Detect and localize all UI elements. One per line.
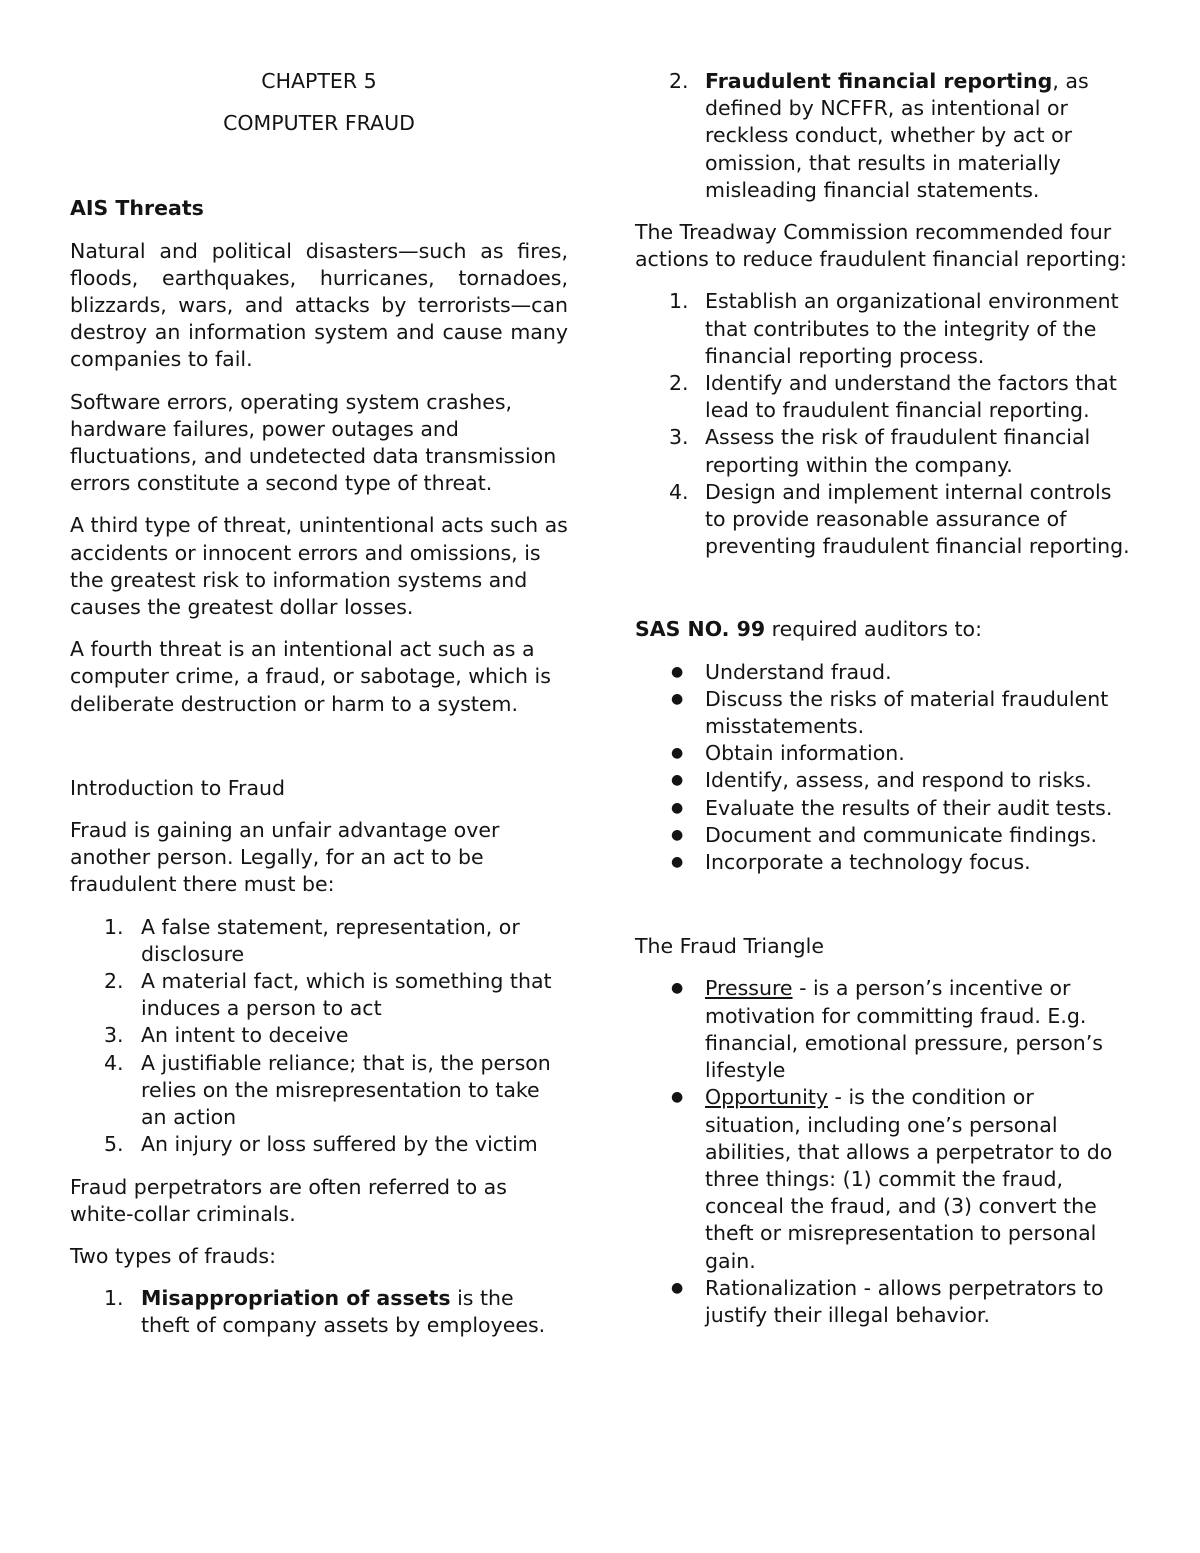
list-item <box>635 849 1135 876</box>
list-number: 1. <box>669 289 689 314</box>
list-number: 3. <box>669 425 689 450</box>
intro-fraud-heading: Introduction to Fraud <box>70 775 286 800</box>
ais-paragraph-3: A third type of threat, unintentional acts such as accidents or innocent errors and omissions, is the greatest risk to information systems and causes the greatest dollar losses. <box>70 513 568 620</box>
list-item-text: Obtain information. <box>705 741 905 766</box>
list-item-text: Incorporate a technology focus. <box>705 850 1031 875</box>
opportunity-term: Opportunity <box>705 1085 829 1110</box>
fraud-triangle-list <box>635 975 1135 1329</box>
list-item-text: Establish an organizational environment that contributes to the integrity of the financial reporting process. <box>705 289 1119 368</box>
pressure-term: Pressure <box>705 976 793 1001</box>
list-item-text: Identify, assess, and respond to risks. <box>705 768 1092 793</box>
list-item-text: Understand fraud. <box>705 659 892 684</box>
treadway-intro: The Treadway Commission recommended four actions to reduce fraudulent financial reporting: <box>635 220 1127 272</box>
misappropriation-term: Misappropriation of assets <box>141 1286 451 1311</box>
list-number: 2. <box>669 69 689 93</box>
fraud-definition: Fraud is gaining an unfair advantage over another person. Legally, for an act to be fraudulent there must be: <box>70 818 500 897</box>
right-column <box>635 0 1135 1329</box>
sas-99-text: required auditors to: <box>765 617 983 642</box>
ais-paragraph-2: Software errors, operating system crashes, hardware failures, power outages and fluctuations, and undetected data transmission errors constitute a second type of threat. <box>70 389 557 496</box>
list-number: 3. <box>104 1023 124 1048</box>
bullet-icon: ● <box>671 799 684 816</box>
list-item <box>70 1022 568 1049</box>
list-item <box>635 686 1135 740</box>
list-item-text: Evaluate the results of their audit tests. <box>705 795 1113 820</box>
list-item <box>635 795 1135 822</box>
fraud-elements-list <box>70 914 568 1159</box>
list-item-text: Assess the risk of fraudulent financial reporting within the company. <box>705 425 1091 477</box>
list-item-text: Design and implement internal controls to provide reasonable assurance of preventing fraudulent financial reporting. <box>705 479 1130 559</box>
bullet-icon: ● <box>671 690 684 707</box>
list-item <box>70 914 568 968</box>
list-item <box>635 767 1135 794</box>
list-item-text: Discuss the risks of material fraudulent misstatements. <box>705 686 1109 739</box>
list-item <box>635 822 1135 849</box>
bullet-icon: ● <box>671 1089 684 1106</box>
bullet-icon: ● <box>671 826 684 843</box>
ais-paragraph-4: A fourth threat is an intentional act such as a computer crime, a fraud, or sabotage, which is deliberate destruction or harm to a system. <box>70 637 551 716</box>
list-number: 1. <box>104 914 124 939</box>
list-number: 1. <box>104 1286 124 1311</box>
list-item-text: Identify and understand the factors that lead to fraudulent financial reporting. <box>705 371 1117 423</box>
list-item-text: A material fact, which is something that induces a person to act <box>141 969 552 1021</box>
sas-99-label: SAS NO. 99 <box>635 617 766 642</box>
sas-99-list <box>635 659 1135 877</box>
list-item <box>635 659 1135 686</box>
list-item <box>70 1131 568 1158</box>
bullet-icon: ● <box>671 772 684 789</box>
ais-threats-heading: AIS Threats <box>70 196 204 221</box>
fraud-types-list-part1 <box>70 1285 568 1339</box>
left-column <box>70 0 568 1340</box>
list-item-text: An intent to deceive <box>141 1023 349 1048</box>
bullet-icon: ● <box>671 854 684 871</box>
ais-paragraph-1: Natural and political disasters—such as fires, floods, earthquakes, hurricanes, tornadoes, blizzards, wars, and attacks by terrorists—can destroy an information system and cause many companies to fail. <box>70 238 568 372</box>
list-item-text: A false statement, representation, or disclosure <box>141 914 520 966</box>
list-item <box>635 1084 1135 1274</box>
list-number: 2. <box>669 371 689 396</box>
list-item-text: An injury or loss suffered by the victim <box>141 1132 538 1157</box>
chapter-title: COMPUTER FRAUD <box>223 111 415 136</box>
list-item <box>70 1050 568 1132</box>
perpetrators-paragraph: Fraud perpetrators are often referred to as white-collar criminals. <box>70 1174 507 1226</box>
misappropriation-definition: is the theft of company assets by employees. <box>141 1286 546 1338</box>
list-item <box>635 370 1135 424</box>
opportunity-definition: - is the condition or situation, including one’s personal abilities, that allows a perpetrator to do three things: (1) commit the fraud, conceal the fraud, and (3) convert the theft or misrepresentation to personal gain. <box>705 1085 1113 1273</box>
list-item <box>70 1285 568 1339</box>
sas-99-intro <box>635 616 1135 643</box>
fraudulent-reporting-term: Fraudulent financial reporting <box>705 69 1053 93</box>
list-number: 4. <box>669 479 689 504</box>
rationalization-text: Rationalization - allows perpetrators to justify their illegal behavior. <box>705 1275 1104 1327</box>
chapter-label: CHAPTER 5 <box>261 69 377 93</box>
treadway-actions-list <box>635 288 1135 560</box>
fraudulent-reporting-definition: , as defined by NCFFR, as intentional or reckless conduct, whether by act or omission, that results in materially misleading financial statements. <box>705 69 1089 202</box>
list-number: 5. <box>104 1132 124 1157</box>
list-item <box>635 740 1135 767</box>
fraud-types-list-part2 <box>635 68 1135 204</box>
list-number: 4. <box>104 1050 124 1075</box>
list-item <box>635 288 1135 370</box>
list-item <box>635 1275 1135 1329</box>
fraud-triangle-heading: The Fraud Triangle <box>635 934 824 959</box>
pressure-definition: - is a person’s incentive or motivation for committing fraud. E.g. financial, emotional pressure, person’s lifestyle <box>705 976 1103 1083</box>
bullet-icon: ● <box>671 745 684 762</box>
list-item <box>635 424 1135 478</box>
list-number: 2. <box>104 969 124 994</box>
bullet-icon: ● <box>671 663 684 680</box>
list-item-text: A justifiable reliance; that is, the person relies on the misrepresentation to take an action <box>141 1050 551 1130</box>
list-item <box>70 968 568 1022</box>
bullet-icon: ● <box>671 980 684 997</box>
list-item <box>635 479 1135 561</box>
list-item-text: Document and communicate findings. <box>705 822 1098 847</box>
bullet-icon: ● <box>671 1279 684 1296</box>
list-item <box>635 975 1135 1084</box>
list-item <box>635 68 1135 204</box>
two-types-heading: Two types of frauds: <box>70 1243 277 1268</box>
